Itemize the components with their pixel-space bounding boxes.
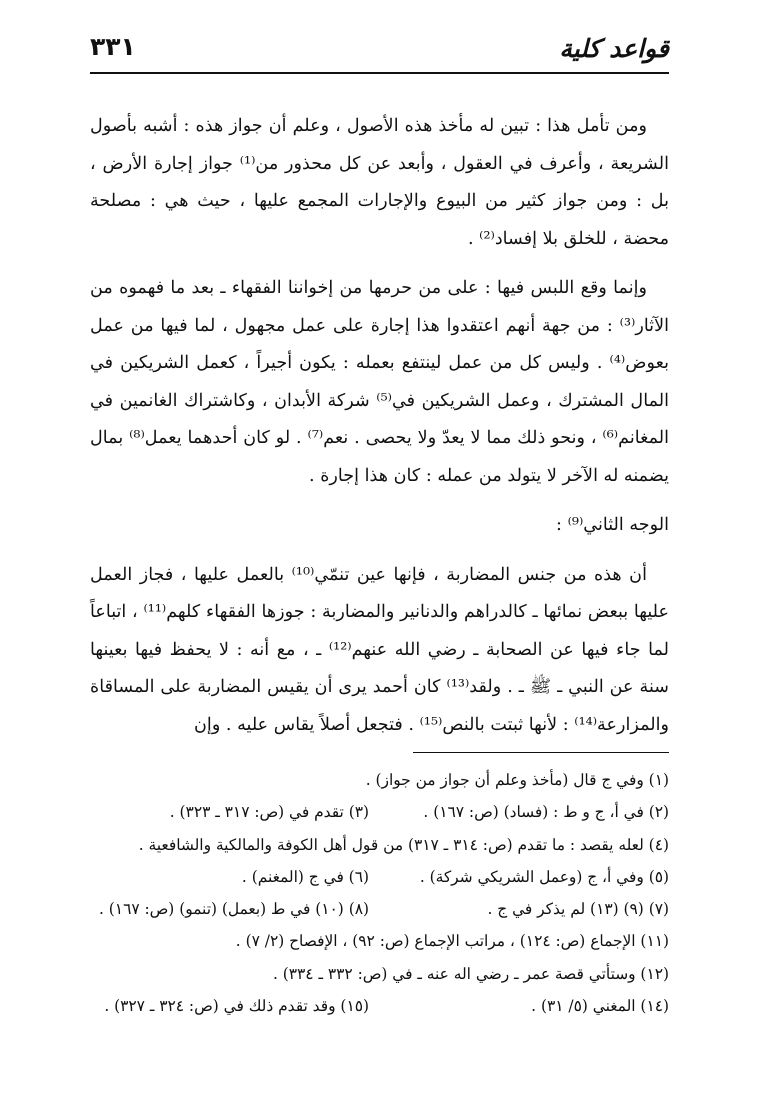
header-rule	[90, 72, 669, 74]
page-header	[90, 30, 669, 70]
footnote-row	[100, 829, 669, 861]
footnote-row	[100, 796, 669, 828]
footnote-14: (١٤) المغني (٥/ ٣١) .	[531, 997, 669, 1016]
footnote-row	[100, 764, 669, 796]
footnote-row	[100, 958, 669, 990]
footnote-row	[100, 925, 669, 957]
footnote-row	[100, 990, 669, 1022]
footnote-row	[100, 861, 669, 893]
footnote-12: (١٢) وستأتي قصة عمر ـ رضي اله عنه ـ في (ص: ٣٣٢ ـ ٣٣٤) .	[272, 964, 669, 983]
footnote-5: (٥) وفي أ، ج (وعمل الشريكي شركة) .	[419, 867, 669, 886]
footnote-3: (٣) تقدم في (ص: ٣١٧ ـ ٣٢٣) .	[169, 803, 369, 822]
footnote-15: (١٥) وقد تقدم ذلك في (ص: ٣٢٤ ـ ٣٢٧) .	[104, 997, 369, 1016]
paragraph-3: أن هذه من جنس المضاربة ، فإنها عين تنمّي⁽¹⁰⁾ بالعمل عليها ، فجاز العمل عليها ببعض نمائها ـ كالدراهم والدنانير والمضاربة : جوزها الفقهاء كلهم⁽¹¹⁾ ، اتباعاً لما جاء فيها عن الصحابة ـ رضي الله عنهم⁽¹²⁾ ـ ، مع أنه : لا يحفظ فيها بعينها سنة عن النبي ـ ﷺ ـ . ولقد⁽¹³⁾ كان أحمد يرى أن يقيس المضاربة على المساقاة والمزارعة⁽¹⁴⁾ : لأنها ثبتت بالنص⁽¹⁵⁾ . فتجعل أصلاً يقاس عليه . وإن	[90, 564, 669, 735]
footnote-7: (٧) (٩) (١٣) لم يذكر في ج .	[487, 900, 669, 919]
footnotes	[100, 764, 669, 1022]
footnote-rule	[413, 752, 669, 753]
running-title: قواعد كلية	[559, 34, 669, 63]
footnote-row	[100, 893, 669, 925]
page-number: ٣٣١	[90, 32, 136, 61]
footnote-11: (١١) الإجماع (ص: ١٢٤) ، مراتب الإجماع (ص: ٩٢) ، الإفصاح (٢/ ٧) .	[235, 932, 669, 951]
footnote-2: (٢) في أ، ج و ط : (فساد) (ص: ١٦٧) .	[423, 803, 669, 822]
paragraph-1: ومن تأمل هذا : تبين له مأخذ هذه الأصول ، وعلم أن جواز هذه : أشبه بأصول الشريعة ، وأعرف في العقول ، وأبعد عن كل محذور من⁽¹⁾ جواز إجارة الأرض ، بل : ومن جواز كثير من البيوع والإجارات المجمع عليها ، حيث هي : مصلحة محضة ، للخلق بلا إفساد⁽²⁾ .	[90, 116, 669, 249]
footnote-8: (٨) (١٠) في ط (بعمل) (تنمو) (ص: ١٦٧) .	[99, 900, 369, 919]
paragraph-2: وإنما وقع اللبس فيها : على من حرمها من إخواننا الفقهاء ـ بعد ما فهموه من الآثار⁽³⁾ : من جهة أنهم اعتقدوا هذا إجارة على عمل مجهول ، لما فيها من عمل بعوض⁽⁴⁾ . وليس كل من عمل لينتفع بعمله : يكون أجيراً ، كعمل الشريكين في المال المشترك ، وعمل الشريكين في⁽⁵⁾ شركة الأبدان ، وكاشتراك الغانمين في المغانم⁽⁶⁾ ، ونحو ذلك مما لا يعدّ ولا يحصى . نعم⁽⁷⁾ . لو كان أحدهما يعمل⁽⁸⁾ بمال يضمنه له الآخر لا يتولد من عمله : كان هذا إجارة .	[90, 278, 669, 486]
footnote-4: (٤) لعله يقصد : ما تقدم (ص: ٣١٤ ـ ٣١٧) من قول أهل الكوفة والمالكية والشافعية .	[138, 835, 669, 854]
section-heading-second-aspect: الوجه الثاني⁽⁹⁾ :	[556, 515, 669, 535]
main-text	[90, 108, 669, 744]
footnote-1: (١) وفي ج قال (مأخذ وعلم أن جواز من جواز) .	[365, 771, 669, 789]
footnote-6: (٦) في ج (المغنم) .	[241, 867, 369, 886]
